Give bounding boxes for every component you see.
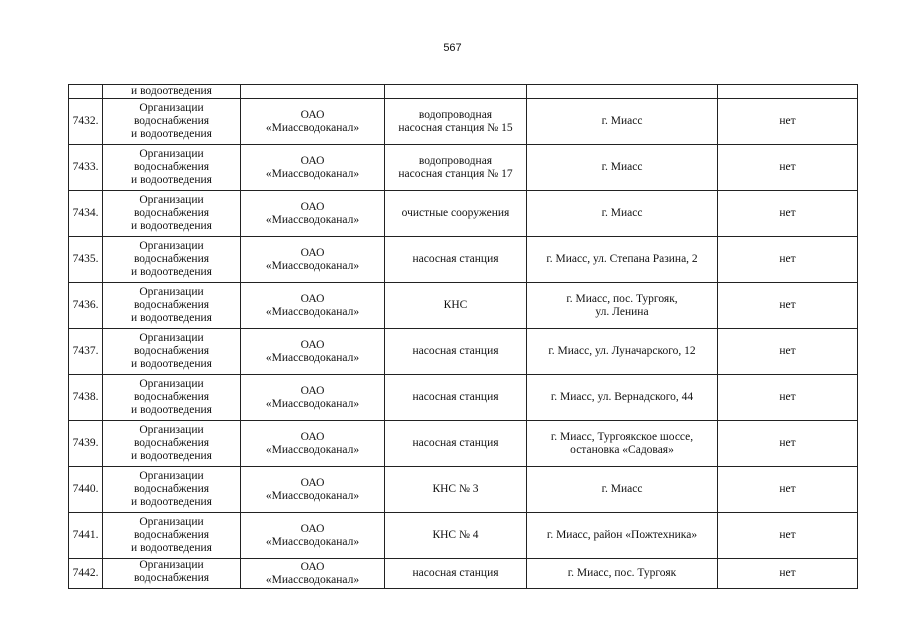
- type-line: водоснабжения: [133, 253, 210, 265]
- address-line: г. Миасс: [601, 483, 643, 495]
- table-row: [69, 237, 858, 283]
- type-line: водоснабжения: [133, 207, 210, 219]
- object-line: КНС: [443, 299, 468, 311]
- table-row: [69, 191, 858, 237]
- org-line: «Миассводоканал»: [265, 443, 360, 456]
- object-line: КНС № 3: [432, 483, 479, 495]
- org-line: «Миассводоканал»: [265, 573, 360, 586]
- org-line: ОАО: [300, 200, 325, 213]
- number-cell: 7441.: [69, 513, 103, 559]
- address-cell: [527, 513, 718, 559]
- status-cell: нет: [718, 421, 858, 467]
- object-cell: [385, 421, 527, 467]
- type-line: и водоотведения: [131, 266, 212, 278]
- number-cell: 7432.: [69, 99, 103, 145]
- address-line: г. Миасс: [601, 115, 643, 127]
- address-line: г. Миасс: [601, 207, 643, 219]
- address-line: г. Миасс, район «Пожтехника»: [546, 529, 698, 541]
- object-cell: [385, 237, 527, 283]
- type-cell: [103, 145, 241, 191]
- type-line: водоснабжения: [133, 391, 210, 403]
- org-line: ОАО: [300, 430, 325, 443]
- table-row: [69, 467, 858, 513]
- table-row: [69, 145, 858, 191]
- type-line: водоснабжения: [133, 161, 210, 173]
- type-line: и водоотведения: [131, 496, 212, 508]
- type-line: и водоотведения: [131, 220, 212, 232]
- address-cell: [527, 421, 718, 467]
- number-cell: 7434.: [69, 191, 103, 237]
- org-line: «Миассводоканал»: [265, 489, 360, 502]
- status-cell: [718, 85, 858, 99]
- type-line: Организации: [139, 194, 204, 206]
- object-cell: [385, 145, 527, 191]
- address-line: г. Миасс: [601, 161, 643, 173]
- org-line: «Миассводоканал»: [265, 167, 360, 180]
- address-line: г. Миасс, ул. Луначарского, 12: [548, 345, 696, 357]
- number-cell: 7435.: [69, 237, 103, 283]
- type-line: Организации: [139, 332, 204, 344]
- object-cell: [385, 85, 527, 99]
- object-cell: [385, 329, 527, 375]
- org-line: ОАО: [300, 338, 325, 351]
- type-line: Организации: [139, 516, 204, 528]
- status-cell: нет: [718, 559, 858, 589]
- number-cell: 7440.: [69, 467, 103, 513]
- continuation-row: [69, 85, 858, 99]
- type-cell: [103, 559, 241, 589]
- object-cell: [385, 99, 527, 145]
- object-cell: [385, 513, 527, 559]
- address-cell: [527, 559, 718, 589]
- object-line: водопроводная: [418, 154, 493, 167]
- status-cell: нет: [718, 283, 858, 329]
- object-line: водопроводная: [418, 108, 493, 121]
- number-cell: 7438.: [69, 375, 103, 421]
- type-line: и водоотведения: [131, 312, 212, 324]
- number-cell: 7442.: [69, 559, 103, 589]
- type-cell: [103, 99, 241, 145]
- registry-body: [69, 85, 858, 589]
- address-cell: [527, 329, 718, 375]
- object-line: насосная станция № 15: [398, 121, 513, 134]
- type-cell: [103, 375, 241, 421]
- address-line: г. Миасс, пос. Тургояк,: [566, 292, 678, 305]
- object-line: насосная станция: [412, 437, 499, 449]
- type-cell: [103, 283, 241, 329]
- org-line: ОАО: [300, 560, 325, 573]
- type-line: Организации: [139, 559, 204, 571]
- org-line: ОАО: [300, 108, 325, 121]
- org-line: ОАО: [300, 154, 325, 167]
- org-line: «Миассводоканал»: [265, 535, 360, 548]
- type-cell: [103, 191, 241, 237]
- type-line: и водоотведения: [131, 128, 212, 140]
- table-row: [69, 329, 858, 375]
- type-line: и водоотведения: [131, 358, 212, 370]
- type-line: водоснабжения: [133, 299, 210, 311]
- page-number: 567: [443, 42, 462, 54]
- type-line: водоснабжения: [133, 345, 210, 357]
- type-line: водоснабжения: [133, 437, 210, 449]
- type-line: Организации: [139, 470, 204, 482]
- status-cell: нет: [718, 145, 858, 191]
- type-line: водоснабжения: [133, 572, 210, 584]
- object-cell: [385, 283, 527, 329]
- type-line: и водоотведения: [131, 174, 212, 186]
- address-cell: [527, 375, 718, 421]
- type-line: Организации: [139, 424, 204, 436]
- org-cell: [241, 559, 385, 589]
- type-line: водоснабжения: [133, 483, 210, 495]
- number-cell: 7437.: [69, 329, 103, 375]
- address-cell: [527, 237, 718, 283]
- object-line: насосная станция: [412, 567, 499, 579]
- object-line: очистные сооружения: [401, 207, 510, 219]
- number-cell: [69, 85, 103, 99]
- type-cell: [103, 513, 241, 559]
- type-line: Организации: [139, 102, 204, 114]
- org-cell: [241, 329, 385, 375]
- org-cell: [241, 237, 385, 283]
- address-cell: [527, 85, 718, 99]
- org-cell: [241, 513, 385, 559]
- org-cell: [241, 375, 385, 421]
- type-line: Организации: [139, 378, 204, 390]
- org-cell: [241, 85, 385, 99]
- status-cell: нет: [718, 467, 858, 513]
- org-line: «Миассводоканал»: [265, 213, 360, 226]
- org-line: ОАО: [300, 476, 325, 489]
- org-line: ОАО: [300, 384, 325, 397]
- org-line: «Миассводоканал»: [265, 351, 360, 364]
- address-cell: [527, 99, 718, 145]
- type-line: и водоотведения: [131, 450, 212, 462]
- type-cell: [103, 421, 241, 467]
- number-cell: 7433.: [69, 145, 103, 191]
- org-cell: [241, 467, 385, 513]
- object-line: КНС № 4: [432, 529, 479, 541]
- org-cell: [241, 191, 385, 237]
- org-line: ОАО: [300, 292, 325, 305]
- address-cell: [527, 191, 718, 237]
- table-row: [69, 421, 858, 467]
- type-line: водоснабжения: [133, 529, 210, 541]
- address-line: г. Миасс, ул. Степана Разина, 2: [546, 253, 698, 265]
- type-cell: [103, 467, 241, 513]
- table-row: [69, 513, 858, 559]
- object-line: насосная станция: [412, 345, 499, 357]
- type-line: и водоотведения: [131, 404, 212, 416]
- object-cell: [385, 467, 527, 513]
- type-cell: [103, 237, 241, 283]
- status-cell: нет: [718, 513, 858, 559]
- org-cell: [241, 283, 385, 329]
- type-line: Организации: [139, 240, 204, 252]
- table-row: [69, 375, 858, 421]
- table-row: [69, 283, 858, 329]
- object-cell: [385, 375, 527, 421]
- number-cell: 7439.: [69, 421, 103, 467]
- address-cell: [527, 283, 718, 329]
- org-cell: [241, 145, 385, 191]
- type-line: и водоотведения: [131, 542, 212, 554]
- number-cell: 7436.: [69, 283, 103, 329]
- address-line: ул. Ленина: [595, 305, 649, 318]
- status-cell: нет: [718, 329, 858, 375]
- address-line: г. Миасс, пос. Тургояк: [567, 567, 677, 579]
- type-line: водоснабжения: [133, 115, 210, 127]
- type-line: и водоотведения: [131, 85, 212, 97]
- address-line: остановка «Садовая»: [570, 443, 674, 456]
- org-line: «Миассводоканал»: [265, 259, 360, 272]
- type-line: Организации: [139, 148, 204, 160]
- registry-table: [68, 84, 858, 589]
- object-cell: [385, 191, 527, 237]
- address-cell: [527, 145, 718, 191]
- org-cell: [241, 421, 385, 467]
- object-line: насосная станция: [412, 391, 499, 403]
- object-line: насосная станция № 17: [398, 167, 513, 180]
- table-row: [69, 559, 858, 589]
- status-cell: нет: [718, 191, 858, 237]
- org-cell: [241, 99, 385, 145]
- type-cell: [103, 85, 241, 99]
- address-line: г. Миасс, ул. Вернадского, 44: [550, 391, 694, 403]
- org-line: «Миассводоканал»: [265, 305, 360, 318]
- type-cell: [103, 329, 241, 375]
- status-cell: нет: [718, 237, 858, 283]
- table-row: [69, 99, 858, 145]
- org-line: ОАО: [300, 246, 325, 259]
- org-line: «Миассводоканал»: [265, 397, 360, 410]
- type-line: Организации: [139, 286, 204, 298]
- address-cell: [527, 467, 718, 513]
- object-line: насосная станция: [412, 253, 499, 265]
- status-cell: нет: [718, 99, 858, 145]
- org-line: «Миассводоканал»: [265, 121, 360, 134]
- object-cell: [385, 559, 527, 589]
- address-line: г. Миасс, Тургоякское шоссе,: [550, 430, 694, 443]
- org-line: ОАО: [300, 522, 325, 535]
- status-cell: нет: [718, 375, 858, 421]
